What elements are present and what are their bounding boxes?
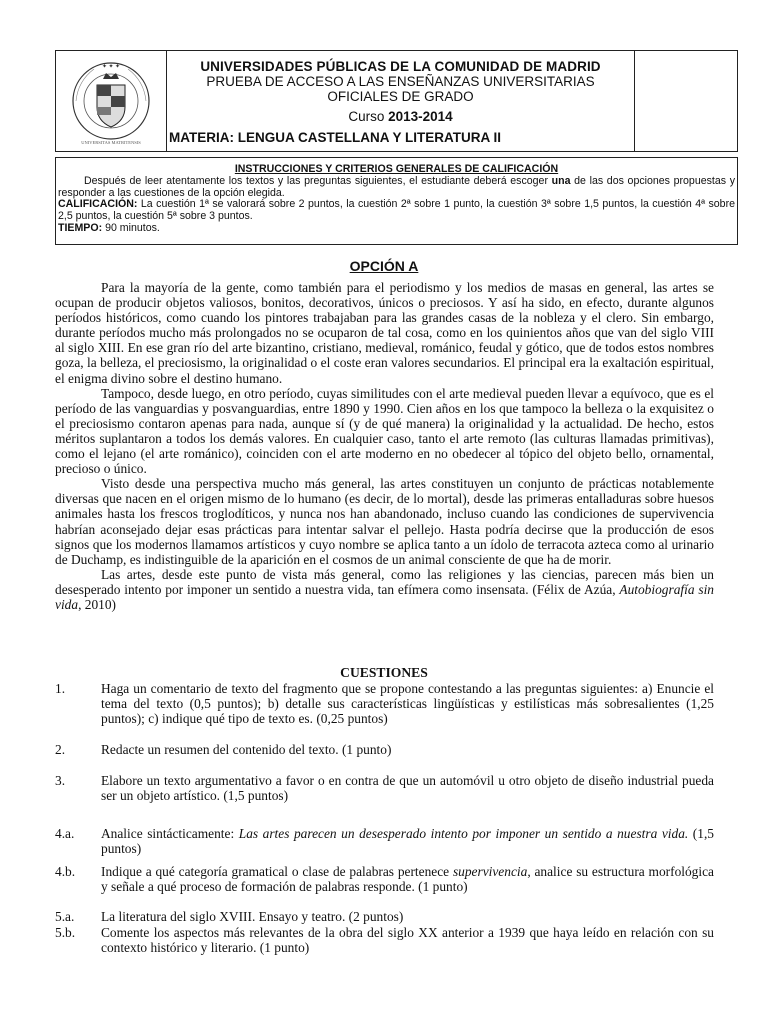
- question-item: [55, 681, 714, 726]
- instructions-text: [58, 176, 735, 200]
- question-item: [55, 909, 714, 924]
- question-number: 4.b.: [55, 864, 76, 879]
- book-title: Autobiografía sin vida: [55, 581, 714, 612]
- question-text-part: Indique a qué categoría gramatical o clase de palabras pertenece: [101, 864, 453, 879]
- university-seal-icon: [56, 51, 166, 151]
- question-item: [55, 773, 714, 803]
- svg-text:✦ ✦ ✦: ✦ ✦ ✦: [101, 64, 121, 70]
- question-number: 5.a.: [55, 909, 75, 924]
- analysis-word: supervivencia: [452, 864, 528, 879]
- question-number: 2.: [55, 742, 66, 757]
- question-item: [55, 826, 714, 856]
- question-text-part: , analice su estructura morfológica y señale a qué proceso de formación de palabras responde. (1 punto): [101, 864, 714, 895]
- text-part: Las artes, desde este punto de vista más general, como las religiones y las ciencias, parecen más bien un desesperado intento por imponer un sentido a nuestra vida, tan efímera como insensata. (Félix de Azúa,: [55, 566, 714, 597]
- instructions-text-part: Después de leer atentamente los textos y las preguntas siguientes, el estudiante deberá escoger: [84, 174, 552, 187]
- question-text: Elabore un texto argumentativo a favor o en contra de que un automóvil u otro objeto de diseño industrial pueda ser un objeto artístico. (1,5 puntos): [101, 773, 714, 804]
- logo-cell: [56, 51, 167, 151]
- grading-label: CALIFICACIÓN:: [58, 198, 138, 211]
- text-paragraph: [55, 567, 714, 612]
- reading-text: [55, 280, 714, 612]
- course-label: Curso: [348, 109, 385, 124]
- header-line1: UNIVERSIDADES PÚBLICAS DE LA COMUNIDAD DE MADRID: [200, 59, 601, 74]
- header-box: [55, 50, 738, 152]
- time-label: TIEMPO:: [58, 221, 103, 234]
- question-number: 4.a.: [55, 826, 75, 841]
- course-value: 2013-2014: [388, 109, 453, 124]
- question-item: [55, 925, 714, 955]
- instructions-box: [55, 157, 738, 245]
- question-number: 1.: [55, 681, 66, 696]
- question-text: La literatura del siglo XVIII. Ensayo y teatro. (2 puntos): [101, 909, 404, 924]
- text-paragraph: Tampoco, desde luego, en otro período, cuyas similitudes con el arte medieval pueden llevar a equívoco, que es el período de las vanguardias y posvanguardias, entre 1890 y 1990. Cien años en los que tampoco la belleza o la exquisitez o el preciosismo contaron apenas para nada, aunque sí (y de qué manera) la originalidad y la actualidad. De hecho, estos méritos suplantaron a todos los demás valores. En cualquier caso, tanto el arte remoto (las culturas llamadas primitivas), como el lejano (el arte románico), coinciden con el arte moderno en no obedecer al tópico del objeto bello, ornamental, precioso o único.: [55, 385, 714, 477]
- text-paragraph: Para la mayoría de la gente, como también para el periodismo y los medios de masas en general, las artes se ocupan de producir objetos valiosos, bonitos, decorativos, únicos o preciosos. Y así ha sido, en efecto, durante algunos períodos históricos, como cuando los pintores trabajaban para las grandes casas de la nobleza y el clero. Sin embargo, durante períodos mucho más prolongados no se ocuparon de tal cosa, como en los quinientos años que van del siglo VIII al siglo XIII. En ese gran río del arte bizantino, cristiano, medieval, románico, feudal y gótico, que de todos estos nombres goza, la belleza, el preciosismo, la originalidad o el coste eran valores secundarios. El principal era la exaltación espiritual, el enigma divino sobre el destino humano.: [55, 280, 714, 386]
- question-text: Haga un comentario de texto del fragmento que se propone contestando a las preguntas siguientes: a) Enuncie el tema del texto (0,5 puntos); b) detalle sus características lingüísticas y estilísticas más sobresalientes (1,25 puntos); c) indique qué tipo de texto es. (0,25 puntos): [101, 681, 714, 727]
- blank-cell: [634, 51, 737, 151]
- question-item: [55, 864, 714, 894]
- instructions-text-part: de las dos opciones propuestas y responder a las cuestiones de la opción elegida.: [58, 174, 735, 199]
- header-titles: [166, 51, 635, 151]
- instructions-title: INSTRUCCIONES Y CRITERIOS GENERALES DE CALIFICACIÓN: [234, 163, 559, 175]
- course-line: [166, 109, 635, 124]
- time-value: 90 minutos.: [102, 221, 160, 234]
- questions-title: CUESTIONES: [340, 665, 428, 680]
- option-title: OPCIÓN A: [349, 258, 419, 274]
- question-item: [55, 742, 714, 757]
- question-number: 3.: [55, 773, 66, 788]
- question-text-part: Analice sintácticamente:: [101, 826, 239, 841]
- header-line3: OFICIALES DE GRADO: [327, 89, 474, 104]
- question-text: Redacte un resumen del contenido del texto. (1 punto): [101, 742, 392, 757]
- text-paragraph: Visto desde una perspectiva mucho más general, las artes constituyen un conjunto de prácticas notablemente diversas que nacen en el origen mismo de lo humano (es decir, de lo mortal), desde las primeras entalladuras sobre huesos animales hasta los frescos troglodíticos, y nunca nos han abandonado, incluso cuando las condiciones de supervivencia habrían aconsejado dejar esas prácticas para intentar salvar el pellejo. Hasta podría decirse que la producción de esos signos que los modernos llamamos artísticos y cuyo nombre se aplica tanto a un ídolo de terracota azteca como al urinario de Duchamp, es indistinguible de la aparición en el cosmos de un animal consciente de que ha de morir.: [55, 476, 714, 567]
- question-text: [101, 864, 714, 894]
- seal-text: UNIVERSITAS MATRITENSIS: [81, 140, 141, 145]
- question-number: 5.b.: [55, 925, 76, 940]
- text-part: , 2010): [78, 596, 116, 612]
- grading-text: [58, 199, 735, 223]
- question-text: Comente los aspectos más relevantes de la obra del siglo XX anterior a 1939 que haya leído en relación con su contexto histórico y literario. (1 punto): [101, 925, 714, 956]
- subject-line: MATERIA: LENGUA CASTELLANA Y LITERATURA II: [169, 130, 501, 145]
- question-text-part: (1,5 puntos): [101, 826, 714, 857]
- time-text: [58, 223, 735, 235]
- instructions-emphasis: una: [551, 174, 571, 187]
- header-line2: PRUEBA DE ACCESO A LAS ENSEÑANZAS UNIVERSITARIAS: [206, 74, 595, 89]
- grading-detail: La cuestión 1ª se valorará sobre 2 puntos, la cuestión 2ª sobre 1 punto, la cuestión 3ª sobre 1,5 puntos, la cuestión 4ª sobre 2,5 puntos, la cuestión 5ª sobre 3 puntos.: [58, 198, 735, 223]
- question-text: [101, 826, 714, 856]
- analysis-sentence: Las artes parecen un desesperado intento por imponer un sentido a nuestra vida.: [238, 826, 689, 841]
